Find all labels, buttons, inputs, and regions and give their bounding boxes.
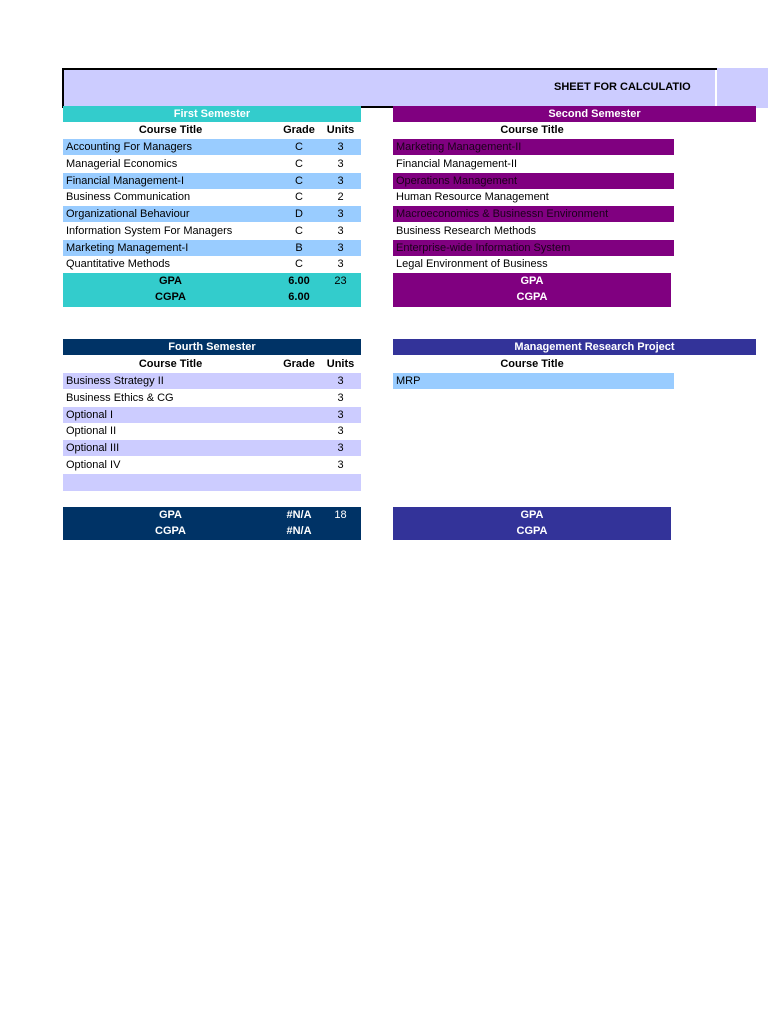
- course-grade: C: [295, 157, 303, 170]
- course-title: Marketing Management-I: [66, 241, 189, 254]
- course-units: 3: [337, 224, 344, 237]
- col-grade: Grade: [283, 358, 315, 370]
- table-row: [63, 156, 361, 172]
- second-semester-column-header: Course Title: [500, 124, 564, 136]
- col-units: Units: [326, 358, 355, 370]
- table-row: [63, 407, 361, 423]
- table-row: [63, 373, 361, 389]
- fourth-gpa-row: [63, 507, 361, 523]
- gpa-value: #N/A: [286, 509, 312, 521]
- table-row: [63, 189, 361, 205]
- course-title: Optional I: [66, 408, 114, 421]
- table-row: [63, 206, 361, 222]
- course-title: Optional III: [66, 442, 120, 454]
- second-semester-header: Second Semester: [393, 106, 756, 122]
- course-title: Business Ethics & CG: [66, 391, 174, 404]
- mrp-cgpa-row: CGPA: [393, 523, 671, 540]
- course-units: 3: [337, 241, 344, 254]
- table-row: [63, 173, 361, 189]
- gpa-label: GPA: [158, 509, 183, 521]
- fourth-cgpa-row: [63, 523, 361, 540]
- second-cgpa-row: CGPA: [393, 289, 671, 307]
- fourth-semester-column-headers: [63, 356, 361, 372]
- table-row: MRP: [393, 373, 674, 389]
- course-title: Managerial Economics: [66, 157, 178, 170]
- col-grade: Grade: [283, 124, 315, 136]
- mrp-column-header: Course Title: [500, 358, 564, 370]
- first-cgpa-row: [63, 289, 361, 307]
- table-row: Macroeconomics & Businessn Environment: [393, 206, 674, 222]
- title-bar: [62, 68, 768, 108]
- course-title: Accounting For Managers: [66, 141, 192, 153]
- first-semester-column-headers: [63, 122, 361, 138]
- fourth-empty-row: [63, 474, 361, 491]
- table-row: Operations Management: [393, 173, 674, 189]
- course-grade: B: [295, 241, 303, 254]
- table-row: Marketing Management-II: [393, 139, 674, 155]
- course-units: 3: [337, 391, 344, 404]
- cgpa-label: CGPA: [155, 291, 186, 303]
- sheet-title: SHEET FOR CALCULATIO: [554, 81, 691, 93]
- table-row: [63, 390, 361, 406]
- col-units: Units: [326, 124, 355, 136]
- cgpa-value: 6.00: [288, 291, 310, 303]
- table-row: [63, 440, 361, 456]
- cgpa-value: #N/A: [286, 525, 312, 537]
- course-units: 3: [337, 375, 344, 387]
- course-title: Quantitative Methods: [66, 258, 170, 271]
- table-row: Legal Environment of Business: [396, 258, 548, 271]
- course-units: 3: [337, 208, 344, 220]
- course-grade: C: [295, 141, 303, 153]
- course-title: Optional II: [66, 425, 117, 438]
- course-units: 3: [337, 442, 344, 454]
- table-row: Business Research Methods: [396, 224, 537, 237]
- course-units: 3: [337, 408, 344, 421]
- course-grade: C: [295, 191, 303, 204]
- second-gpa-row: GPA: [393, 273, 671, 289]
- course-grade: D: [295, 208, 303, 220]
- course-units: 3: [337, 458, 344, 471]
- course-title: Financial Management-I: [66, 174, 185, 187]
- course-grade: C: [295, 258, 303, 271]
- table-row: [63, 223, 361, 239]
- table-row: Financial Management-II: [396, 157, 518, 170]
- course-title: Organizational Behaviour: [66, 208, 190, 220]
- course-title: Information System For Managers: [66, 224, 233, 237]
- gpa-units-total: 18: [334, 509, 347, 521]
- course-title: Business Communication: [66, 191, 191, 204]
- first-gpa-row: [63, 273, 361, 289]
- course-title: Business Strategy II: [66, 375, 164, 387]
- table-row: Human Resource Management: [396, 191, 549, 204]
- table-row: [63, 256, 361, 272]
- course-units: 3: [337, 425, 344, 438]
- cgpa-label: CGPA: [155, 525, 186, 537]
- mrp-header: Management Research Project: [393, 339, 756, 355]
- table-row: [63, 423, 361, 439]
- course-units: 3: [337, 174, 344, 187]
- course-units: 3: [337, 157, 344, 170]
- col-course-title: Course Title: [138, 358, 203, 370]
- course-units: 3: [337, 258, 344, 271]
- fourth-semester-header: Fourth Semester: [63, 339, 361, 355]
- gpa-value: 6.00: [288, 275, 310, 287]
- col-course-title: Course Title: [138, 124, 203, 136]
- course-grade: C: [295, 224, 303, 237]
- mrp-gpa-row: GPA: [393, 507, 671, 523]
- table-row: [63, 240, 361, 256]
- gpa-units-total: 23: [334, 275, 347, 287]
- course-units: 2: [337, 191, 344, 204]
- gpa-label: GPA: [158, 275, 183, 287]
- course-title: Optional IV: [66, 458, 121, 471]
- table-row: Enterprise-wide Information System: [393, 240, 674, 256]
- first-semester-header: First Semester: [63, 106, 361, 122]
- course-grade: C: [295, 174, 303, 187]
- table-row: [63, 457, 361, 473]
- table-row: [63, 139, 361, 155]
- course-units: 3: [337, 141, 344, 153]
